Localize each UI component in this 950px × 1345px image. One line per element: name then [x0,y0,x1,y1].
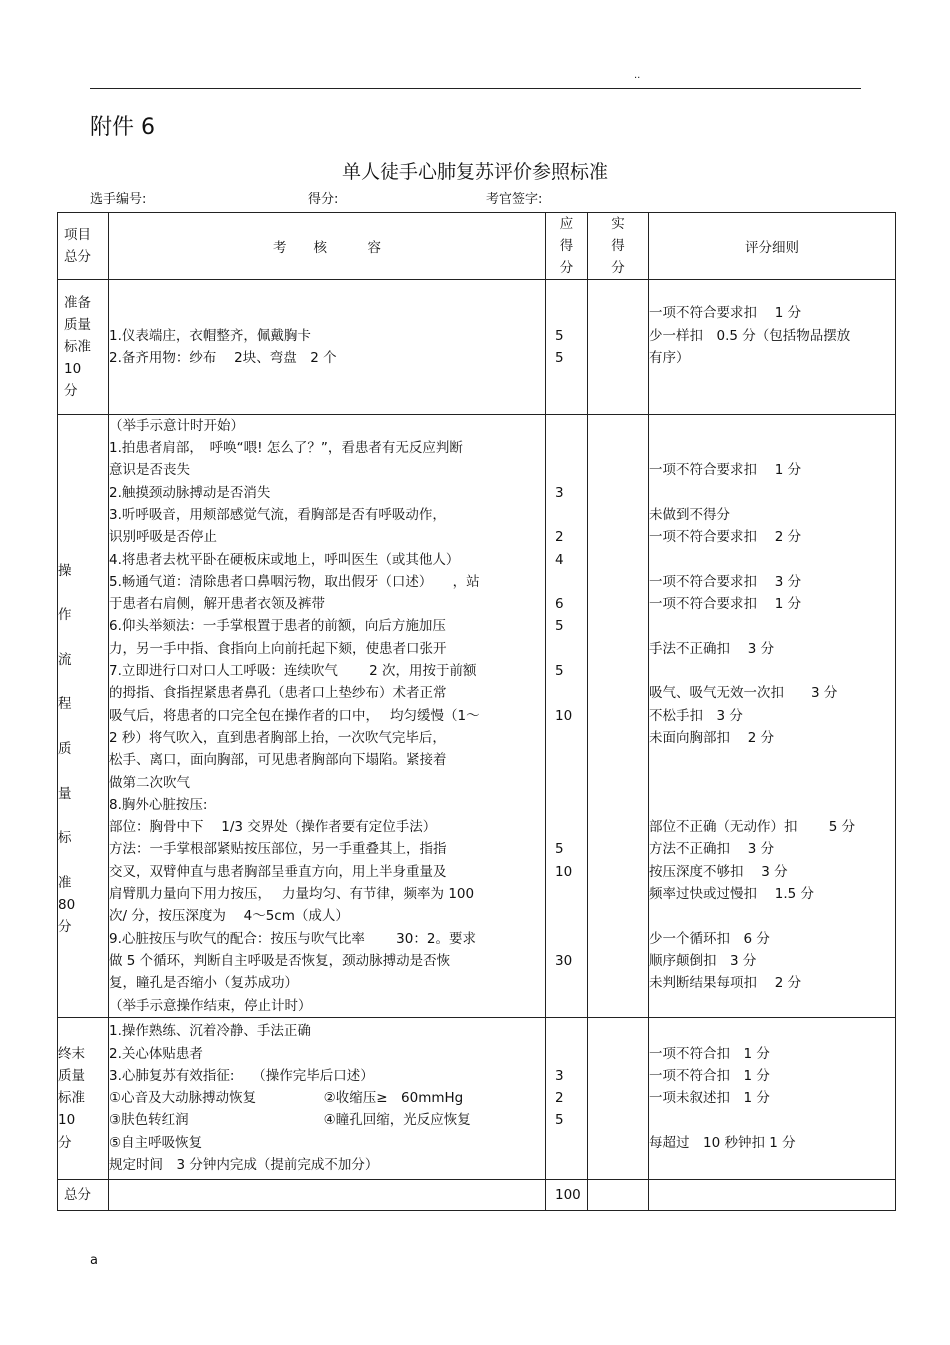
header-actual-2: 得 [611,238,625,254]
operate-rules-line: 按压深度不够扣 3 分 [649,863,788,880]
operate-content-line: 方法：一手掌根部紧贴按压部位，另一手重叠其上，指指 [109,841,447,858]
operate-category-line [58,582,108,604]
operate-category-line: 流 [58,651,72,668]
operate-rules-line: 手法不正确扣 3 分 [649,640,775,657]
final-content-line: 3.心肺复苏有效指征: （操作完毕后口述） [109,1067,374,1084]
operate-content-line: 做第二次吹气 [109,774,190,791]
operate-content-line: （举手示意操作结束，停止计时） [109,997,312,1014]
operate-content-line: 肩臂肌力量向下用力按压， 力量均匀、有节律，频率为 100 [109,886,475,903]
operate-scores-line [555,816,587,838]
operate-rules-line [649,995,895,1017]
final-rules-line: 每超过 10 秒钟扣 1 分 [649,1134,796,1151]
operate-scores-line [555,749,587,771]
table-row-operate [58,414,896,1017]
final-category-line: 终末 [58,1045,85,1062]
prep-content-line [109,280,545,302]
prep-content [109,280,546,415]
operate-content-line: 做 5 个循环，判断自主呼吸是否恢复，颈动脉搏动是否恢 [109,952,451,969]
operate-scores-line: 4 [555,551,564,568]
operate-scores-line [555,571,587,593]
player-number-label: 选手编号: [90,192,147,207]
final-scores-line [555,1132,587,1154]
operate-rules-line [649,549,895,571]
prep-scores-line [555,280,587,302]
operate-rules-line: 一项不符合要求扣 1 分 [649,596,802,613]
operate-scores-line: 5 [555,618,564,635]
operate-rules-line: 频率过快或过慢扣 1.5 分 [649,886,815,903]
prep-rules-line [649,280,895,302]
final-content-line: ⑤自主呼吸恢复 [109,1134,203,1151]
operate-rules-line: 吸气、吸气无效一次扣 3 分 [649,685,838,702]
operate-scores-line: 5 [555,663,564,680]
header-item-line-1: 项目 [64,227,91,243]
total-score: 100 [546,1179,588,1210]
operate-category-line: 分 [58,919,72,936]
prep-content-line [109,302,545,324]
operate-scores-line [555,995,587,1017]
operate-scores-line [555,883,587,905]
table-row-prep [58,280,896,415]
operate-rules-line [649,794,895,816]
operate-rules-line: 一项不符合要求扣 1 分 [649,462,802,479]
final-scores-line [555,1020,587,1042]
operate-scores-line: 2 [555,529,564,546]
prep-category-line: 10 [64,360,82,377]
final-content-line: ③肤色转红润 ④瞳孔回缩，光反应恢复 [109,1112,471,1129]
prep-rules-line: 少一样扣 0.5 分（包括物品摆放 [649,327,851,344]
header-actual-3: 分 [611,260,625,276]
operate-rules-line: 部位不正确（无动作）扣 5 分 [649,819,856,836]
operate-scores-line [555,437,587,459]
final-rules [649,1017,896,1179]
operate-rules [649,414,896,1017]
operate-category-line [58,448,108,470]
operate-content-line: 次/ 分，按压深度为 4～5cm（成人） [109,908,349,925]
operate-rules-line [649,415,895,437]
prep-actual [588,280,649,415]
score-label: 得分: [308,192,339,207]
operate-content-line: 7.立即进行口对口人工呼吸：连续吹气 2 次，用按于前额 [109,663,477,680]
header-actual-1: 实 [611,216,625,232]
header-should-3: 分 [559,260,574,276]
final-content-line: 2.关心体贴患者 [109,1045,203,1062]
footer-mark: a [90,1253,98,1268]
operate-content-line: 松手、离口，面向胸部，可见患者胸部向下塌陷。紧接着 [109,752,447,769]
prep-rules-line [649,369,895,391]
operate-scores-line [555,905,587,927]
header-mark: .. [634,70,641,81]
header-should-score [546,213,588,280]
operate-rules-line [649,749,895,771]
operate-rules-line: 未面向胸部扣 2 分 [649,729,775,746]
operate-scores-line [555,504,587,526]
prep-category-line: 准备 [64,294,91,311]
operate-content [109,414,546,1017]
examiner-signature-label: 考官签字: [486,192,543,207]
operate-scores-line [555,928,587,950]
operate-rules-line: 不松手扣 3 分 [649,707,743,724]
final-scores-line: 5 [555,1112,564,1129]
operate-category-line [58,515,108,537]
operate-scores-line: 10 [555,707,573,724]
operate-content-line: 吸气后，将患者的口完全包在操作者的口中， 均匀缓慢（1～ [109,707,480,724]
operate-content-line: 6.仰头举颏法：一手掌根置于患者的前额，向后方施加压 [109,618,446,635]
final-rules-line: 一项未叙述扣 1 分 [649,1090,770,1107]
operate-scores-line [555,772,587,794]
operate-category-line: 质 [58,741,72,758]
operate-category [58,414,109,1017]
final-rules-line [649,1109,895,1131]
operate-rules-line [649,660,895,682]
final-content [109,1017,546,1179]
operate-rules-line: 顺序颠倒扣 3 分 [649,952,757,969]
operate-category-line: 作 [58,607,72,624]
final-category-line: 标准 [58,1090,85,1107]
operate-content-line: 力，另一手中指、食指向上向前托起下颏，使患者口张开 [109,640,447,657]
operate-category-line [58,716,108,738]
prep-rules-line [649,391,895,413]
operate-category-line: 程 [58,696,72,713]
operate-scores-line: 5 [555,841,564,858]
evaluation-table [57,212,896,1211]
operate-scores-line: 30 [555,952,573,969]
final-rules-line: 一项不符合扣 1 分 [649,1045,770,1062]
header-should-2: 得 [559,238,574,254]
operate-content-line: 3.听呼吸音，用颊部感觉气流，看胸部是否有呼吸动作， [109,506,446,523]
prep-scores-line [555,391,587,413]
operate-category-line [58,627,108,649]
operate-category-line [58,983,108,1005]
final-scores-line: 2 [555,1090,564,1107]
final-content-line: 规定时间 3 分钟内完成（提前完成不加分） [109,1157,379,1174]
total-label: 总分 [58,1179,109,1210]
final-rules-line: 一项不符合扣 1 分 [649,1067,770,1084]
final-category-line [58,1020,108,1042]
header-item-line-2: 总分 [64,249,91,265]
final-scores-line [555,1154,587,1176]
prep-scores-line: 5 [555,327,564,344]
header-content: 考 核 容 [109,213,546,280]
prep-scores-line [555,302,587,324]
operate-content-line: 交叉，双臂伸直与患者胸部呈垂直方向，用上半身重量及 [109,863,447,880]
operate-content-line: 识别呼吸是否停止 [109,529,217,546]
operate-category-line: 标 [58,830,72,847]
operate-actual [588,414,649,1017]
final-actual [588,1017,649,1179]
operate-category-line [58,426,108,448]
prep-rules-line: 一项不符合要求扣 1 分 [649,305,802,322]
header-item [58,213,109,280]
prep-scores [546,280,588,415]
operate-rules-line [649,437,895,459]
operate-rules-line [649,482,895,504]
operate-category-line [58,805,108,827]
final-scores [546,1017,588,1179]
final-scores-line: 3 [555,1067,564,1084]
operate-rules-line: 未判断结果每项扣 2 分 [649,975,802,992]
operate-category-line: 准 [58,874,72,891]
operate-category-line: 80 [58,897,76,914]
operate-scores-line [555,972,587,994]
operate-content-line: 于患者右肩侧，解开患者衣领及裤带 [109,596,325,613]
operate-category-line [58,760,108,782]
operate-content-line: 1.拍患者肩部， 呼唤“喂! 怎么了？”，看患者有无反应判断 [109,440,463,457]
prep-content-line: 1.仪表端庄，衣帽整齐，佩戴胸卡 [109,327,311,344]
final-rules-line [649,1020,895,1042]
operate-rules-line: 一项不符合要求扣 3 分 [649,573,802,590]
prep-content-line [109,391,545,413]
operate-rules-line: 少一个循环扣 6 分 [649,930,770,947]
final-category-line [58,1154,108,1176]
operate-category-line [58,961,108,983]
table-row-final [58,1017,896,1179]
operate-rules-line [649,615,895,637]
operate-scores-line: 10 [555,863,573,880]
operate-category-line [58,671,108,693]
operate-rules-line: 方法不正确扣 3 分 [649,841,775,858]
prep-content-line [109,369,545,391]
prep-category [58,280,109,415]
page-title: 单人徒手心肺复苏评价参照标准 [341,161,608,183]
operate-category-line [58,493,108,515]
header-should-1: 应 [559,216,574,232]
operate-content-line: 的拇指、食指捏紧患者鼻孔（患者口上垫纱布）术者正常 [109,685,447,702]
operate-rules-line: 未做到不得分 [649,506,730,523]
operate-rules-line [649,905,895,927]
operate-category-line: 量 [58,785,72,802]
operate-content-line: 意识是否丧失 [109,462,190,479]
operate-content-line: 部位：胸骨中下 1/3 交界处（操作者要有定位手法） [109,819,437,836]
operate-category-line [58,850,108,872]
header-rules: 评分细则 [649,213,896,280]
prep-content-line: 2.备齐用物：纱布 2块、弯盘 2 个 [109,349,337,366]
prep-rules-line: 有序） [649,349,690,366]
operate-content-line: 2 秒）将气吹入，直到患者胸部上抬，一次吹气完毕后， [109,729,446,746]
operate-content-line: 9.心脏按压与吹气的配合：按压与吹气比率 30：2。要求 [109,930,476,947]
final-rules-line [649,1154,895,1176]
operate-scores-line [555,638,587,660]
prep-rules [649,280,896,415]
table-header-row [58,213,896,280]
operate-scores-line [555,415,587,437]
operate-scores-line [555,794,587,816]
operate-rules-line [649,772,895,794]
operate-scores [546,414,588,1017]
operate-scores-line [555,727,587,749]
final-content-line: 1.操作熟练、沉着冷静、手法正确 [109,1023,311,1040]
final-category [58,1017,109,1179]
prep-category-line: 分 [64,382,78,399]
operate-category-line [58,471,108,493]
final-content-line: ①心音及大动脉搏动恢复 ②收缩压≥ 60mmHg [109,1090,464,1107]
final-category-line: 质量 [58,1067,85,1084]
total-actual [588,1179,649,1210]
operate-content-line: 2.触摸颈动脉搏动是否消失 [109,484,271,501]
final-category-line: 10 [58,1112,76,1129]
operate-content-line: 复，瞳孔是否缩小（复苏成功） [109,975,298,992]
header-rule [90,88,861,89]
prep-scores-line [555,369,587,391]
table-row-total [58,1179,896,1210]
header-actual-score [588,213,649,280]
operate-category-line [58,939,108,961]
attachment-label: 附件 6 [90,115,155,140]
operate-content-line: 4.将患者去枕平卧在硬板床或地上，呼叫医生（或其他人） [109,551,460,568]
operate-category-line: 操 [58,562,72,579]
prep-scores-line: 5 [555,349,564,366]
operate-scores-line: 3 [555,484,564,501]
operate-content-line: （举手示意计时开始） [109,417,244,434]
total-content [109,1179,546,1210]
final-category-line: 分 [58,1134,72,1151]
operate-scores-line: 6 [555,596,564,613]
operate-content-line: 8.胸外心脏按压: [109,796,208,813]
total-rules [649,1179,896,1210]
operate-rules-line: 一项不符合要求扣 2 分 [649,529,802,546]
operate-scores-line [555,682,587,704]
prep-category-line: 标准 [64,338,91,355]
prep-category-line: 质量 [64,316,91,333]
operate-category-line [58,537,108,559]
operate-scores-line [555,459,587,481]
operate-content-line: 5.畅通气道：清除患者口鼻咽污物，取出假牙（口述） ，站 [109,573,480,590]
final-scores-line [555,1043,587,1065]
